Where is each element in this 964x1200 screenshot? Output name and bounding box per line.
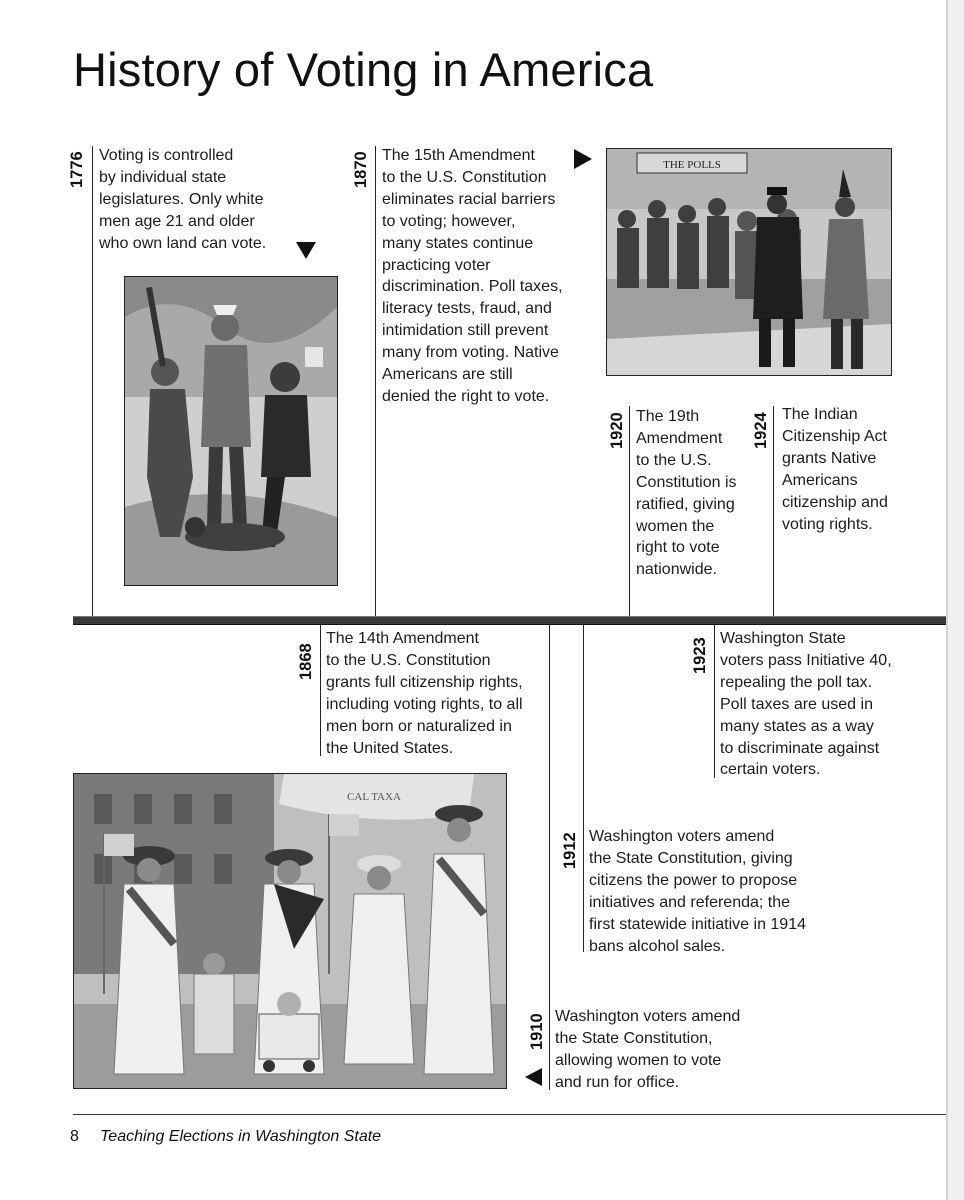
event-1912-text: Washington voters amend the State Constitution, giving citizens the power to propose initiatives and referenda; the first statewide initiative in 1914 bans alcohol sales.: [589, 828, 806, 955]
arrow-right-icon: [574, 149, 592, 169]
year-1924: 1924: [752, 412, 770, 449]
timeline-bar: [73, 616, 946, 625]
year-1912: 1912: [561, 832, 579, 869]
footer-rule: [73, 1114, 946, 1115]
arrow-down-icon: [296, 242, 316, 259]
event-1776-text: Voting is controlled by individual state legislatures. Only white men age 21 and older who own land can vote.: [99, 147, 267, 252]
engraving-illustration-1868: [124, 276, 338, 586]
arrow-left-icon: [525, 1068, 542, 1086]
year-1910: 1910: [528, 1013, 546, 1050]
event-1910-text: Washington voters amend the State Constitution, allowing women to vote and run for office.: [555, 1008, 741, 1091]
connector-1924: [773, 406, 774, 618]
photo-suffrage-parade: [73, 773, 507, 1089]
event-1868-text: The 14th Amendment to the U.S. Constitution grants full citizenship rights, including voting rights, to all men born or naturalized in the United States.: [326, 630, 523, 757]
event-1870-text: The 15th Amendment to the U.S. Constitution eliminates racial barriers to voting; however, many states continue practicing voter discrimination. Poll taxes, literacy tests, fraud, and intimidation still prevent many from voting. Native Americans are still denied the right to vote.: [382, 147, 563, 405]
year-1870: 1870: [352, 151, 370, 188]
page-title: History of Voting in America: [73, 43, 654, 96]
banner-text: CAL TAXA: [347, 791, 401, 803]
year-1868: 1868: [297, 643, 315, 680]
page-number: 8: [70, 1128, 79, 1145]
event-1920-text: The 19th Amendment to the U.S. Constitution is ratified, giving women the right to vote nationwide.: [636, 408, 737, 579]
footer-title: Teaching Elections in Washington State: [100, 1128, 382, 1145]
year-1920: 1920: [608, 412, 626, 449]
polls-sign-text: THE POLLS: [663, 159, 721, 171]
event-1924-text: The Indian Citizenship Act grants Native Americans citizenship and voting rights.: [782, 406, 888, 533]
year-1923: 1923: [691, 637, 709, 674]
engraving-the-polls: [606, 148, 892, 376]
page-edge: [946, 0, 948, 1200]
year-1776: 1776: [68, 151, 86, 188]
event-1923-text: Washington State voters pass Initiative 40, repealing the poll tax. Poll taxes are used in many states as a way to discriminate against certain voters.: [720, 630, 892, 779]
